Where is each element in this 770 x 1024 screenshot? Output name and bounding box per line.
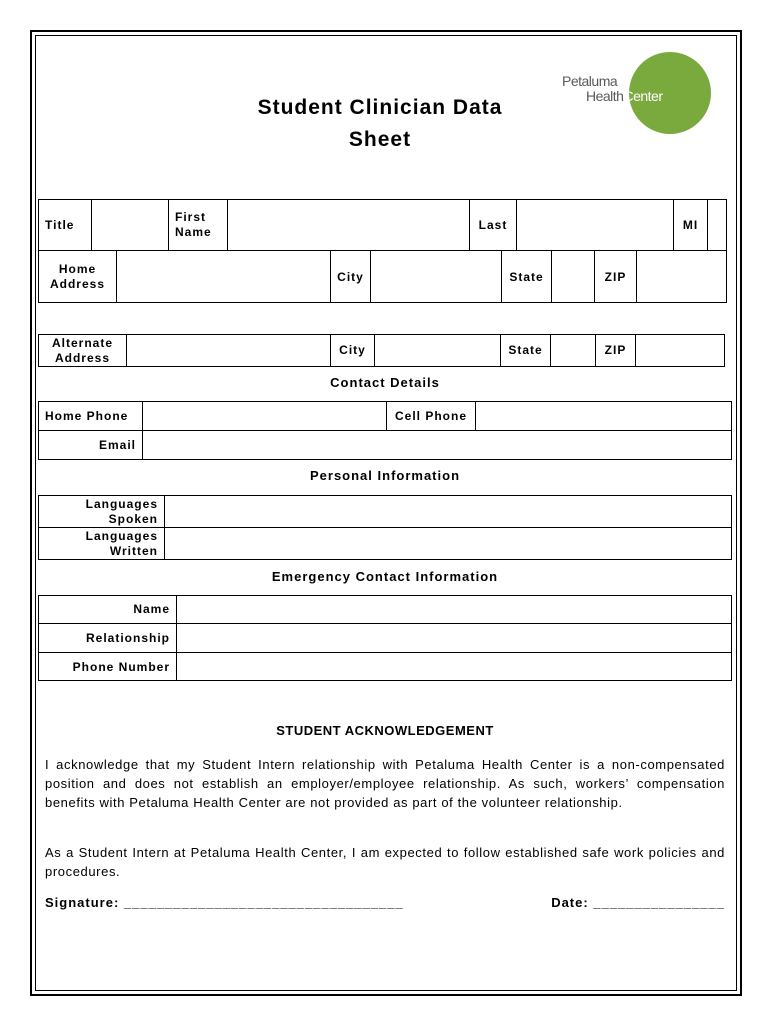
acknowledgement-paragraph-2: As a Student Intern at Petaluma Health Center, I am expected to follow established safe work policies and procedures. xyxy=(45,845,725,879)
home-city-label: City xyxy=(331,251,371,303)
home-address-label xyxy=(39,251,117,303)
languages-written-row xyxy=(39,528,731,560)
home-zip-label: ZIP xyxy=(595,251,637,303)
name-address-table xyxy=(38,199,727,303)
acknowledgement-heading: STUDENT ACKNOWLEDGEMENT xyxy=(276,723,494,738)
alternate-zip-label: ZIP xyxy=(596,335,636,366)
home-state-field[interactable] xyxy=(552,251,595,303)
emergency-name-label: Name xyxy=(39,596,177,623)
home-phone-field[interactable] xyxy=(143,402,387,430)
alternate-city-label: City xyxy=(331,335,375,366)
alternate-state-label: State xyxy=(501,335,551,366)
cell-phone-field[interactable] xyxy=(476,402,733,430)
alternate-city-field[interactable] xyxy=(375,335,501,366)
alternate-state-field[interactable] xyxy=(551,335,596,366)
first-name-label xyxy=(169,200,228,250)
languages-spoken-row xyxy=(39,496,731,528)
mi-label: MI xyxy=(674,200,708,250)
alternate-address-field[interactable] xyxy=(127,335,331,366)
home-address-label-line-1: Home xyxy=(58,262,97,276)
title-line-2: Sheet xyxy=(348,128,412,151)
page-title xyxy=(215,92,545,156)
languages-written-field[interactable] xyxy=(165,528,733,560)
signature-field[interactable]: Signature: __________________________________ xyxy=(45,895,404,910)
last-name-label: Last xyxy=(470,200,517,250)
signature-line xyxy=(45,895,725,910)
emergency-contact-heading: Emergency Contact Information xyxy=(271,569,499,584)
emergency-phone-label: Phone Number xyxy=(39,653,177,681)
alternate-address-row xyxy=(39,335,724,366)
home-phone-label: Home Phone xyxy=(39,402,143,430)
home-city-field[interactable] xyxy=(371,251,502,303)
alternate-address-label xyxy=(39,335,127,366)
first-name-field[interactable] xyxy=(228,200,470,250)
languages-spoken-label-line-1: Languages xyxy=(85,496,158,511)
acknowledgement-paragraph-1: I acknowledge that my Student Intern relationship with Petaluma Health Center is a non-compensated position and does not establish an employer/employee relationship. As such, workers’ compensation benefits with Petaluma Health Center are not provided as part of the volunteer relationship. xyxy=(45,757,725,810)
emergency-name-row xyxy=(39,596,731,624)
logo-text-petaluma: Petaluma xyxy=(562,73,618,89)
emergency-relationship-field[interactable] xyxy=(177,624,733,652)
mi-field[interactable] xyxy=(708,200,728,250)
first-name-label-line-2: Name xyxy=(175,225,212,239)
email-row xyxy=(39,431,731,460)
logo-text-health: Health xyxy=(586,88,624,104)
last-name-field[interactable] xyxy=(517,200,674,250)
emergency-relationship-label: Relationship xyxy=(39,624,177,652)
title-line-1: Student Clinician Data xyxy=(257,96,503,119)
languages-written-label xyxy=(39,528,165,560)
name-row xyxy=(39,200,726,251)
first-name-label-line-1: First xyxy=(175,210,207,224)
cell-phone-label: Cell Phone xyxy=(387,402,476,430)
contact-details-table xyxy=(38,401,732,460)
home-state-label: State xyxy=(502,251,552,303)
alternate-address-label-line-2: Address xyxy=(54,350,111,365)
home-zip-field[interactable] xyxy=(637,251,728,303)
emergency-phone-row xyxy=(39,653,731,681)
home-address-field[interactable] xyxy=(117,251,331,303)
languages-spoken-label-line-2: Spoken xyxy=(108,511,158,526)
languages-spoken-label xyxy=(39,496,165,527)
emergency-name-field[interactable] xyxy=(177,596,733,623)
date-field[interactable]: Date: ________________ xyxy=(551,895,725,910)
home-address-row xyxy=(39,251,726,303)
phone-row xyxy=(39,402,731,431)
email-field[interactable] xyxy=(143,431,733,460)
emergency-phone-field[interactable] xyxy=(177,653,733,681)
home-address-label-line-2: Address xyxy=(49,277,106,291)
emergency-relationship-row xyxy=(39,624,731,653)
emergency-contact-table xyxy=(38,595,732,681)
alternate-address-label-line-1: Alternate xyxy=(51,335,113,350)
languages-spoken-field[interactable] xyxy=(165,496,733,527)
personal-information-heading: Personal Information xyxy=(309,468,461,483)
personal-information-table xyxy=(38,495,732,560)
petaluma-health-center-logo xyxy=(560,74,663,104)
languages-written-label-line-1: Languages xyxy=(85,529,158,543)
contact-details-heading: Contact Details xyxy=(330,375,440,390)
logo-text-center: Center xyxy=(623,88,663,104)
languages-written-label-line-2: Written xyxy=(109,544,158,558)
title-label: Title xyxy=(39,200,92,250)
email-label: Email xyxy=(39,431,143,460)
alternate-zip-field[interactable] xyxy=(636,335,726,366)
title-field[interactable] xyxy=(92,200,169,250)
alternate-address-table xyxy=(38,334,725,367)
